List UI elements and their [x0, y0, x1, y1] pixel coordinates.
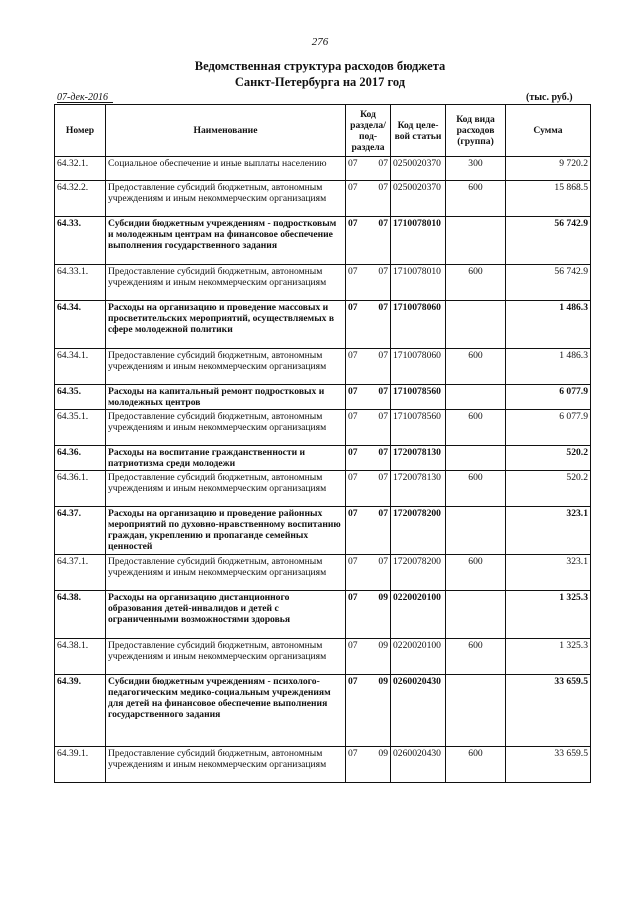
table-row: [55, 446, 591, 471]
podrazdel-code: 07: [378, 218, 388, 229]
cell-sum: 33 659.5: [506, 675, 591, 747]
podrazdel-code: 09: [378, 748, 388, 759]
cell-razdel: [346, 639, 391, 675]
table-row: [55, 471, 591, 507]
cell-number: 64.38.: [55, 591, 106, 639]
table-row: [55, 217, 591, 265]
razdel-code: 07: [348, 556, 358, 567]
cell-sum: 520.2: [506, 446, 591, 471]
cell-razdel: [346, 301, 391, 349]
table-body: [55, 157, 591, 783]
cell-target: 0260020430: [391, 747, 446, 783]
cell-vid: [446, 675, 506, 747]
cell-number: 64.32.2.: [55, 181, 106, 217]
cell-sum: 6 077.9: [506, 385, 591, 410]
cell-razdel: [346, 410, 391, 446]
cell-razdel: [346, 385, 391, 410]
cell-sum: 6 077.9: [506, 410, 591, 446]
cell-sum: 323.1: [506, 555, 591, 591]
cell-target: 0220020100: [391, 591, 446, 639]
cell-vid: 600: [446, 555, 506, 591]
podrazdel-code: 07: [378, 411, 388, 422]
cell-razdel: [346, 591, 391, 639]
table-row: [55, 507, 591, 555]
podrazdel-code: 09: [378, 592, 388, 603]
cell-sum: 520.2: [506, 471, 591, 507]
table-row: [55, 591, 591, 639]
podrazdel-code: 09: [378, 676, 388, 687]
razdel-code: 07: [348, 748, 358, 759]
cell-target: 1710078060: [391, 301, 446, 349]
cell-target: 1710078010: [391, 217, 446, 265]
cell-sum: 1 325.3: [506, 591, 591, 639]
cell-name: Предоставление субсидий бюджетным, автономным учреждениям и иным некоммерческим организациям: [106, 471, 346, 507]
cell-name: Субсидии бюджетным учреждениям - подростковым и молодежным центрам на финансовое обеспечение выполнения государственного задания: [106, 217, 346, 265]
cell-sum: 15 868.5: [506, 181, 591, 217]
table-row: [55, 385, 591, 410]
cell-razdel: [346, 157, 391, 181]
table-row: [55, 639, 591, 675]
table-row: [55, 157, 591, 181]
cell-name: Расходы на организацию и проведение районных мероприятий по духовно-нравственному воспитанию граждан, укреплению и пропаганде семейных ценностей: [106, 507, 346, 555]
razdel-code: 07: [348, 447, 358, 458]
razdel-code: 07: [348, 182, 358, 193]
cell-number: 64.34.: [55, 301, 106, 349]
razdel-code: 07: [348, 266, 358, 277]
cell-vid: 600: [446, 181, 506, 217]
cell-vid: [446, 217, 506, 265]
cell-razdel: [346, 181, 391, 217]
cell-vid: 600: [446, 265, 506, 301]
cell-razdel: [346, 349, 391, 385]
table-row: [55, 747, 591, 783]
razdel-code: 07: [348, 472, 358, 483]
cell-sum: 56 742.9: [506, 217, 591, 265]
cell-sum: 56 742.9: [506, 265, 591, 301]
cell-vid: 600: [446, 410, 506, 446]
cell-target: 0250020370: [391, 181, 446, 217]
podrazdel-code: 07: [378, 182, 388, 193]
cell-number: 64.35.: [55, 385, 106, 410]
razdel-code: 07: [348, 158, 358, 169]
table-row: [55, 555, 591, 591]
title-line-2: Санкт-Петербурга на 2017 год: [234, 75, 406, 89]
cell-target: 1720078200: [391, 555, 446, 591]
cell-name: Расходы на организацию дистанционного образования детей-инвалидов и детей с ограниченными возможностями здоровья: [106, 591, 346, 639]
cell-number: 64.37.1.: [55, 555, 106, 591]
razdel-code: 07: [348, 350, 358, 361]
razdel-code: 07: [348, 676, 358, 687]
cell-target: 0260020430: [391, 675, 446, 747]
cell-name: Предоставление субсидий бюджетным, автономным учреждениям и иным некоммерческим организациям: [106, 349, 346, 385]
podrazdel-code: 07: [378, 386, 388, 397]
razdel-code: 07: [348, 218, 358, 229]
cell-sum: 9 720.2: [506, 157, 591, 181]
cell-target: 1720078130: [391, 471, 446, 507]
cell-target: 1710078560: [391, 385, 446, 410]
cell-name: Социальное обеспечение и иные выплаты населению: [106, 157, 346, 181]
date-underline: [57, 102, 113, 103]
cell-vid: [446, 385, 506, 410]
cell-razdel: [346, 747, 391, 783]
cell-name: Предоставление субсидий бюджетным, автономным учреждениям и иным некоммерческим организациям: [106, 265, 346, 301]
budget-table: [54, 104, 591, 783]
podrazdel-code: 07: [378, 508, 388, 519]
document-title: [0, 58, 640, 90]
razdel-code: 07: [348, 411, 358, 422]
cell-target: 0250020370: [391, 157, 446, 181]
cell-razdel: [346, 507, 391, 555]
cell-name: Предоставление субсидий бюджетным, автономным учреждениям и иным некоммерческим организациям: [106, 181, 346, 217]
razdel-code: 07: [348, 302, 358, 313]
cell-number: 64.35.1.: [55, 410, 106, 446]
cell-name: Предоставление субсидий бюджетным, автономным учреждениям и иным некоммерческим организациям: [106, 410, 346, 446]
cell-target: 0220020100: [391, 639, 446, 675]
cell-razdel: [346, 265, 391, 301]
cell-sum: 1 325.3: [506, 639, 591, 675]
cell-vid: 600: [446, 639, 506, 675]
table-row: [55, 181, 591, 217]
cell-name: Предоставление субсидий бюджетным, автономным учреждениям и иным некоммерческим организациям: [106, 555, 346, 591]
cell-number: 64.34.1.: [55, 349, 106, 385]
cell-number: 64.38.1.: [55, 639, 106, 675]
cell-vid: [446, 507, 506, 555]
header-target: Код целе- вой статьи: [391, 105, 446, 157]
cell-target: 1710078010: [391, 265, 446, 301]
cell-vid: 600: [446, 349, 506, 385]
cell-vid: 600: [446, 747, 506, 783]
cell-name: Расходы на воспитание гражданственности и патриотизма среди молодежи: [106, 446, 346, 471]
cell-target: 1720078130: [391, 446, 446, 471]
table-row: [55, 265, 591, 301]
cell-vid: 300: [446, 157, 506, 181]
podrazdel-code: 07: [378, 447, 388, 458]
cell-number: 64.39.: [55, 675, 106, 747]
cell-number: 64.39.1.: [55, 747, 106, 783]
table-header-row: [55, 105, 591, 157]
cell-vid: [446, 301, 506, 349]
podrazdel-code: 07: [378, 350, 388, 361]
header-vid: Код вида расходов (группа): [446, 105, 506, 157]
cell-vid: 600: [446, 471, 506, 507]
units-label: (тыс. руб.): [526, 92, 573, 103]
podrazdel-code: 07: [378, 472, 388, 483]
cell-number: 64.32.1.: [55, 157, 106, 181]
cell-number: 64.33.: [55, 217, 106, 265]
cell-razdel: [346, 675, 391, 747]
cell-number: 64.37.: [55, 507, 106, 555]
cell-target: 1710078560: [391, 410, 446, 446]
cell-sum: 1 486.3: [506, 349, 591, 385]
cell-sum: 1 486.3: [506, 301, 591, 349]
razdel-code: 07: [348, 640, 358, 651]
report-date: 07-дек-2016: [57, 92, 108, 103]
cell-number: 64.36.1.: [55, 471, 106, 507]
cell-number: 64.33.1.: [55, 265, 106, 301]
cell-razdel: [346, 446, 391, 471]
cell-target: 1720078200: [391, 507, 446, 555]
header-number: Номер: [55, 105, 106, 157]
cell-vid: [446, 446, 506, 471]
razdel-code: 07: [348, 386, 358, 397]
podrazdel-code: 09: [378, 640, 388, 651]
cell-target: 1710078060: [391, 349, 446, 385]
cell-sum: 33 659.5: [506, 747, 591, 783]
cell-name: Расходы на организацию и проведение массовых и просветительских мероприятий, осуществляемых в сфере молодежной политики: [106, 301, 346, 349]
cell-sum: 323.1: [506, 507, 591, 555]
cell-vid: [446, 591, 506, 639]
razdel-code: 07: [348, 508, 358, 519]
table-row: [55, 349, 591, 385]
cell-number: 64.36.: [55, 446, 106, 471]
cell-razdel: [346, 471, 391, 507]
podrazdel-code: 07: [378, 302, 388, 313]
header-name: Наименование: [106, 105, 346, 157]
cell-razdel: [346, 217, 391, 265]
table-row: [55, 301, 591, 349]
page-number: 276: [311, 36, 329, 48]
podrazdel-code: 07: [378, 266, 388, 277]
cell-name: Расходы на капитальный ремонт подростковых и молодежных центров: [106, 385, 346, 410]
cell-name: Предоставление субсидий бюджетным, автономным учреждениям и иным некоммерческим организациям: [106, 639, 346, 675]
podrazdel-code: 07: [378, 556, 388, 567]
header-razdel: Код раздела/ под- раздела: [346, 105, 391, 157]
podrazdel-code: 07: [378, 158, 388, 169]
header-sum: Сумма: [506, 105, 591, 157]
razdel-code: 07: [348, 592, 358, 603]
cell-name: Субсидии бюджетным учреждениям - психолого-педагогическим медико-социальным учреждениям для детей на финансовое обеспечение выполнения государственного задания: [106, 675, 346, 747]
table-row: [55, 410, 591, 446]
cell-name: Предоставление субсидий бюджетным, автономным учреждениям и иным некоммерческим организациям: [106, 747, 346, 783]
table-row: [55, 675, 591, 747]
cell-razdel: [346, 555, 391, 591]
title-line-1: Ведомственная структура расходов бюджета: [194, 59, 446, 73]
